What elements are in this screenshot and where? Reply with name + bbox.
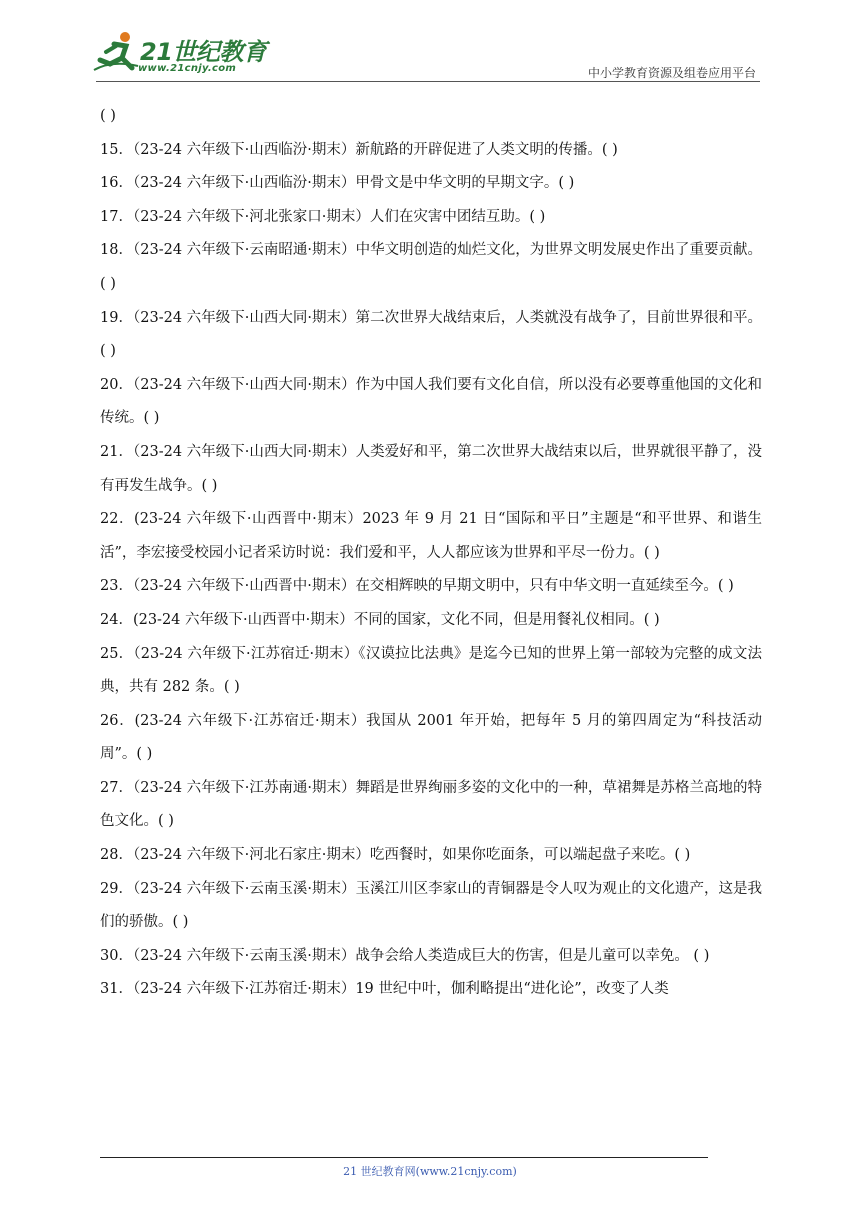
- question-text: （23-24 六年级下·江苏宿迁·期末）《汉谟拉比法典》是迄今已知的世界上第一部较为完整的成文法典，共有 282 条。( ): [100, 645, 762, 696]
- question-number: 25．: [100, 645, 134, 662]
- question-text: （23-24 六年级下·山西临汾·期末）新航路的开辟促进了人类文明的传播。( ): [132, 141, 618, 158]
- platform-title: 中小学教育资源及组卷应用平台: [587, 66, 756, 80]
- question-text: （23-24 六年级下·山西大同·期末）作为中国人我们要有文化自信，所以没有必要尊重他国的文化和传统。( ): [100, 376, 763, 427]
- question-item: [100, 705, 762, 772]
- question-text: （23-24 六年级下·云南昭通·期末）中华文明创造的灿烂文化，为世界文明发展史作出了重要贡献。( ): [100, 242, 763, 292]
- question-text: （23-24 六年级下·河北石家庄·期末）吃西餐时，如果你吃面条，可以端起盘子来吃。( ): [132, 847, 691, 864]
- question-list: [100, 100, 762, 1007]
- question-text: （23-24 六年级下·山西大同·期末）第二次世界大战结束后，人类就没有战争了，目前世界很和平。( ): [100, 309, 763, 360]
- question-number: 27．: [100, 779, 133, 796]
- question-number: 28．: [100, 847, 133, 864]
- question-number: 23．: [100, 578, 133, 595]
- logo-url: www.21cnjy.com: [138, 63, 237, 74]
- question-number: 20．: [100, 376, 133, 393]
- question-number: 30．: [100, 947, 133, 964]
- question-number: 24．: [100, 611, 133, 628]
- question-item: [100, 436, 762, 503]
- question-item: [100, 134, 762, 168]
- question-text: （23-24 六年级下·江苏南通·期末）舞蹈是世界绚丽多姿的文化中的一种，草裙舞是苏格兰高地的特色文化。( ): [100, 779, 763, 830]
- question-text: (23-24 六年级下·山西晋中·期末）不同的国家，文化不同，但是用餐礼仪相同。( ): [132, 611, 660, 628]
- question-text: （23-24 六年级下·山西晋中·期末）在交相辉映的早期文明中，只有中华文明一直延续至今。( ): [132, 578, 734, 595]
- question-item: [100, 503, 762, 570]
- site-logo[interactable]: [92, 30, 267, 82]
- question-item: [100, 873, 762, 940]
- page-header: [0, 0, 860, 90]
- question-number: 19．: [100, 309, 133, 326]
- question-item: [100, 201, 762, 235]
- question-text: （23-24 六年级下·河北张家口·期末）人们在灾害中团结互助。( ): [132, 208, 546, 225]
- question-item: [100, 604, 762, 638]
- answer-bracket: ( ): [100, 108, 116, 124]
- question-item: [100, 973, 762, 1007]
- question-text: （23-24 六年级下·云南玉溪·期末）战争会给人类造成巨大的伤害，但是儿童可以幸免。 ( ): [132, 947, 710, 964]
- question-text: (23-24 六年级下·江苏宿迁·期末）我国从 2001 年开始，把每年 5 月的第四周定为“科技活动周”。( ): [100, 712, 763, 763]
- footer-divider: [100, 1157, 708, 1158]
- question-text: (23-24 六年级下·山西晋中·期末）2023 年 9 月 21 日“国际和平日”主题是“和平世界、和谐生活”，李宏接受校园小记者采访时说：我们爱和平，人人都应该为世界和平尽一份力。( ): [100, 511, 762, 561]
- question-text: （23-24 六年级下·云南玉溪·期末）玉溪江川区李家山的青铜器是令人叹为观止的文化遗产，这是我们的骄傲。( ): [100, 880, 763, 931]
- question-number: 31．: [100, 981, 133, 998]
- logo-text: 21世纪教育: [140, 38, 267, 66]
- question-item: [100, 369, 762, 436]
- runner-logo-icon: [92, 30, 142, 74]
- question-number: 16．: [100, 175, 133, 192]
- question-item: [100, 570, 762, 604]
- question-number: 29．: [100, 880, 133, 897]
- question-number: 21．: [100, 443, 133, 460]
- question-number: 18．: [100, 242, 133, 259]
- question-item: [100, 167, 762, 201]
- question-number: 26．: [100, 712, 135, 729]
- question-item: [100, 772, 762, 839]
- question-number: 17．: [100, 208, 133, 225]
- question-item: [100, 940, 762, 974]
- question-number: 22．: [100, 511, 135, 528]
- header-divider: [96, 81, 760, 82]
- question-item: [100, 302, 762, 369]
- question-item: [100, 839, 762, 873]
- footer-link[interactable]: 21 世纪教育网(www.21cnjy.com): [343, 1165, 517, 1178]
- question-text: （23-24 六年级下·山西临汾·期末）甲骨文是中华文明的早期文字。( ): [132, 175, 575, 192]
- question-text: （23-24 六年级下·山西大同·期末）人类爱好和平，第二次世界大战结束以后，世界就很平静了，没有再发生战争。( ): [100, 443, 763, 494]
- question-number: 15．: [100, 141, 133, 158]
- question-item: [100, 234, 762, 301]
- question-text: （23-24 六年级下·江苏宿迁·期末）19 世纪中叶，伽利略提出“进化论”，改变了人类: [132, 981, 669, 998]
- question-item: [100, 638, 762, 705]
- questions-container: [100, 134, 762, 1007]
